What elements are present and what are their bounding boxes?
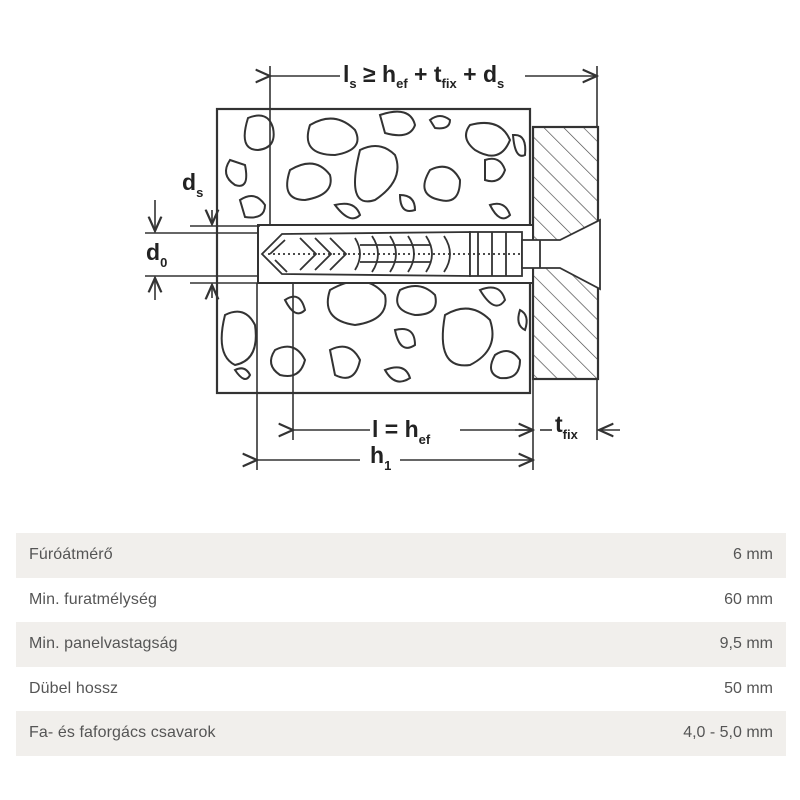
spec-row — [16, 622, 786, 667]
spec-row — [16, 711, 786, 756]
length-formula: $l_s \ge h_{ef} + t_{fix} + d_s$ — [343, 61, 505, 91]
spec-table — [16, 533, 786, 756]
spec-value: 60 mm — [724, 590, 773, 608]
spec-label: Min. panelvastagság — [29, 635, 178, 653]
l-hef-label: $l = h_{ef}$ — [372, 416, 431, 447]
spec-label: Dübel hossz — [29, 679, 119, 697]
spec-value: 9,5 mm — [719, 635, 773, 653]
tfix-label: $t_{fix}$ — [555, 411, 578, 442]
ds-label: $d_s$ — [182, 169, 204, 200]
spec-label: Fúróátmérő — [29, 546, 113, 564]
spec-value: 50 mm — [724, 679, 773, 697]
d0-label: $d_0$ — [146, 239, 168, 270]
spec-value: 4,0 - 5,0 mm — [683, 724, 773, 742]
h1-label: $h_1$ — [370, 442, 392, 473]
spec-label: Fa- és faforgács csavarok — [29, 724, 216, 742]
spec-label: Min. furatmélység — [29, 590, 157, 608]
spec-value: 6 mm — [733, 546, 773, 564]
spec-row — [16, 533, 786, 578]
spec-row — [16, 667, 786, 712]
spec-row — [16, 578, 786, 623]
